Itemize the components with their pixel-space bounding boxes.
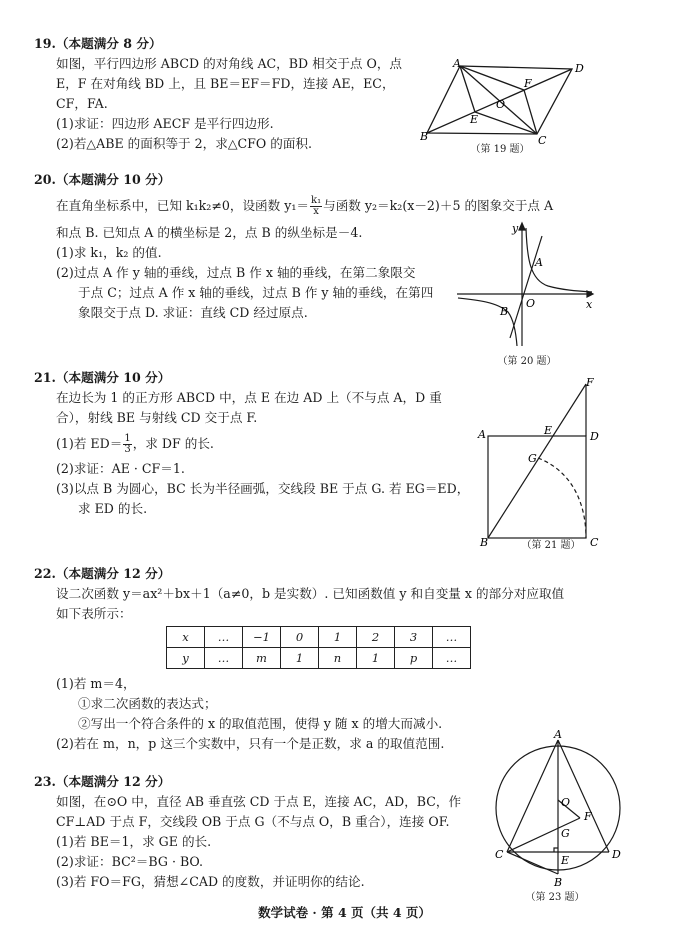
table-cell: 1: [357, 648, 395, 669]
q23-figure: [488, 728, 628, 903]
q23-part-1: (1)若 BE＝1，求 GE 的长.: [56, 834, 212, 849]
q21-part-3-cont: 求 ED 的长.: [78, 501, 148, 516]
q20-text-a: 在直角坐标系中，已知 k₁k₂≠0，设函数 y₁＝: [56, 198, 310, 213]
label-x: x: [586, 298, 593, 311]
table-cell: 1: [281, 648, 319, 669]
q23-text-line: 如图，在⊙O 中，直径 AB 垂直弦 CD 于点 E，连接 AC，AD，BC，作: [56, 794, 462, 809]
q21-part-1-b: ，求 DF 的长.: [132, 436, 214, 451]
q22-part-2: (2)若在 m，n，p 这三个实数中，只有一个是正数，求 a 的取值范围.: [56, 736, 445, 751]
page-footer: 数学试卷 · 第 4 页（共 4 页）: [258, 905, 431, 920]
q19-figure: [420, 58, 595, 166]
table-cell: 1: [319, 627, 357, 648]
q19-part-1: (1)求证：四边形 AECF 是平行四边形.: [56, 116, 274, 131]
label-a: A: [554, 728, 562, 741]
label-f: F: [586, 376, 594, 389]
q22-text-line: 设二次函数 y＝ax²＋bx＋1（a≠0，b 是实数）. 已知函数值 y 和自变量 x 的部分对应取值: [56, 586, 565, 601]
q19-caption: （第 19 题）: [470, 144, 530, 155]
q20-figure: [452, 218, 602, 368]
q19-part-2: (2)若△ABE 的面积等于 2，求△CFO 的面积.: [56, 136, 313, 151]
question-22: [34, 564, 664, 624]
q22-text-line: 如下表所示：: [56, 606, 132, 621]
label-b: B: [554, 876, 563, 888]
label-o: O: [526, 297, 536, 310]
q19-text-line: E，F 在对角线 BD 上，且 BE＝EF＝FD，连接 AE，EC，: [56, 76, 395, 91]
q21-text-line: 在边长为 1 的正方形 ABCD 中，点 E 在边 AD 上（不与点 A，D 重: [56, 390, 442, 405]
q20-heading: 20.（本题满分 10 分）: [34, 172, 171, 187]
q22-heading: 22.（本题满分 12 分）: [34, 566, 171, 581]
q21-part-2: (2)求证：AE · CF＝1.: [56, 461, 185, 476]
q23-part-3: (3)若 FO＝FG，猜想∠CAD 的度数，并证明你的结论.: [56, 874, 365, 889]
q19-heading: 19.（本题满分 8 分）: [34, 36, 162, 51]
question-23: [34, 772, 504, 892]
table-cell: 0: [281, 627, 319, 648]
q21-caption: （第 21 题）: [521, 540, 581, 551]
label-a: A: [478, 428, 486, 441]
label-c: C: [495, 848, 504, 861]
label-e: E: [470, 113, 479, 126]
q23-text-line: CF⊥AD 于点 F，交线段 OB 于点 G（不与点 O，B 重合），连接 OF.: [56, 814, 450, 829]
hyperbola-branch-2: [458, 298, 517, 346]
q22-value-table-wrap: [166, 626, 471, 669]
q22-value-table: [166, 626, 471, 669]
fraction-denominator: x: [313, 206, 319, 217]
label-c: C: [590, 536, 599, 548]
q21-heading: 21.（本题满分 10 分）: [34, 370, 171, 385]
table-cell: …: [205, 648, 243, 669]
q20-text-line-1: [34, 196, 654, 217]
segment-fa: [460, 66, 524, 90]
table-cell: …: [433, 627, 471, 648]
segment-bc: [507, 852, 558, 874]
fraction-denominator: 3: [124, 444, 131, 455]
q20-part-2-cont: 象限交于点 D. 求证：直线 CD 经过原点.: [78, 305, 308, 320]
table-row-x: [167, 627, 471, 648]
table-row-y: [167, 648, 471, 669]
segment-ac: [507, 740, 558, 852]
table-cell: …: [205, 627, 243, 648]
table-cell: p: [395, 648, 433, 669]
q21-part-3: (3)以点 B 为圆心，BC 长为半径画弧，交线段 BE 于点 G. 若 EG＝ED，: [56, 481, 470, 496]
circle-diagram: [488, 728, 628, 888]
q23-heading: 23.（本题满分 12 分）: [34, 774, 171, 789]
question-19: [34, 34, 434, 154]
q23-part-2: (2)求证：BC²＝BG · BO.: [56, 854, 204, 869]
q19-text-line: CF，FA.: [56, 96, 108, 111]
label-f: F: [524, 77, 532, 90]
q21-figure: [476, 376, 611, 566]
label-o: O: [496, 98, 506, 111]
label-e: E: [544, 424, 553, 437]
label-o: O: [561, 796, 571, 809]
label-b: B: [420, 130, 429, 143]
q21-part-1: [34, 434, 474, 455]
arc-bc: [538, 458, 586, 538]
q23-caption: （第 23 题）: [525, 892, 585, 903]
label-c: C: [538, 134, 547, 147]
label-g: G: [561, 827, 570, 840]
square-abcd: [488, 436, 586, 538]
q21-text-line: 合），射线 BE 与射线 CD 交于点 F.: [56, 410, 258, 425]
fraction-numerator: k₁: [311, 195, 322, 206]
table-cell: m: [243, 648, 281, 669]
q20-part-1: (1)求 k₁，k₂ 的值.: [56, 245, 162, 260]
q20-part-2-cont: 于点 C；过点 A 作 x 轴的垂线，过点 B 作 y 轴的垂线，在第四: [78, 285, 434, 300]
label-b: B: [500, 305, 509, 318]
table-cell: x: [167, 627, 205, 648]
line-y2: [510, 236, 542, 338]
label-b: B: [480, 536, 489, 548]
label-y: y: [512, 222, 519, 235]
label-f: F: [584, 810, 592, 823]
q20-text-line-2: 和点 B. 已知点 A 的横坐标是 2，点 B 的纵坐标是－4.: [56, 225, 363, 240]
label-a: A: [453, 58, 461, 70]
label-a: A: [535, 256, 543, 269]
table-cell: 3: [395, 627, 433, 648]
label-e: E: [561, 854, 570, 867]
label-d: D: [575, 62, 584, 75]
y-axis-arrow: [519, 223, 525, 230]
table-cell: n: [319, 648, 357, 669]
q22-sub-1: ①求二次函数的表达式；: [78, 696, 217, 711]
q22-sub-2: ②写出一个符合条件的 x 的取值范围，使得 y 随 x 的增大而减小.: [78, 716, 443, 731]
table-cell: …: [433, 648, 471, 669]
square-diagram: [476, 376, 611, 548]
q20-part-2: (2)过点 A 作 y 轴的垂线，过点 B 作 x 轴的垂线，在第二象限交: [56, 265, 416, 280]
q20-text-b: 与函数 y₂＝k₂(x－2)＋5 的图象交于点 A: [323, 198, 554, 213]
label-d: D: [612, 848, 621, 861]
table-cell: −1: [243, 627, 281, 648]
q22-part-1: (1)若 m＝4，: [56, 676, 136, 691]
question-21: [34, 368, 474, 519]
fraction-k1-over-x: [310, 196, 322, 217]
ray-be: [488, 384, 586, 538]
q20-caption: （第 20 题）: [497, 356, 557, 367]
table-cell: 2: [357, 627, 395, 648]
fraction-one-third: [123, 434, 131, 455]
q19-text-line: 如图，平行四边形 ABCD 的对角线 AC，BD 相交于点 O，点: [56, 56, 403, 71]
fraction-numerator: 1: [124, 433, 131, 444]
label-g: G: [528, 452, 537, 465]
segment-ec: [475, 112, 537, 134]
hyperbola-graph: [452, 218, 602, 350]
q21-part-1-a: (1)若 ED＝: [56, 436, 123, 451]
label-d: D: [590, 430, 599, 443]
table-cell: y: [167, 648, 205, 669]
